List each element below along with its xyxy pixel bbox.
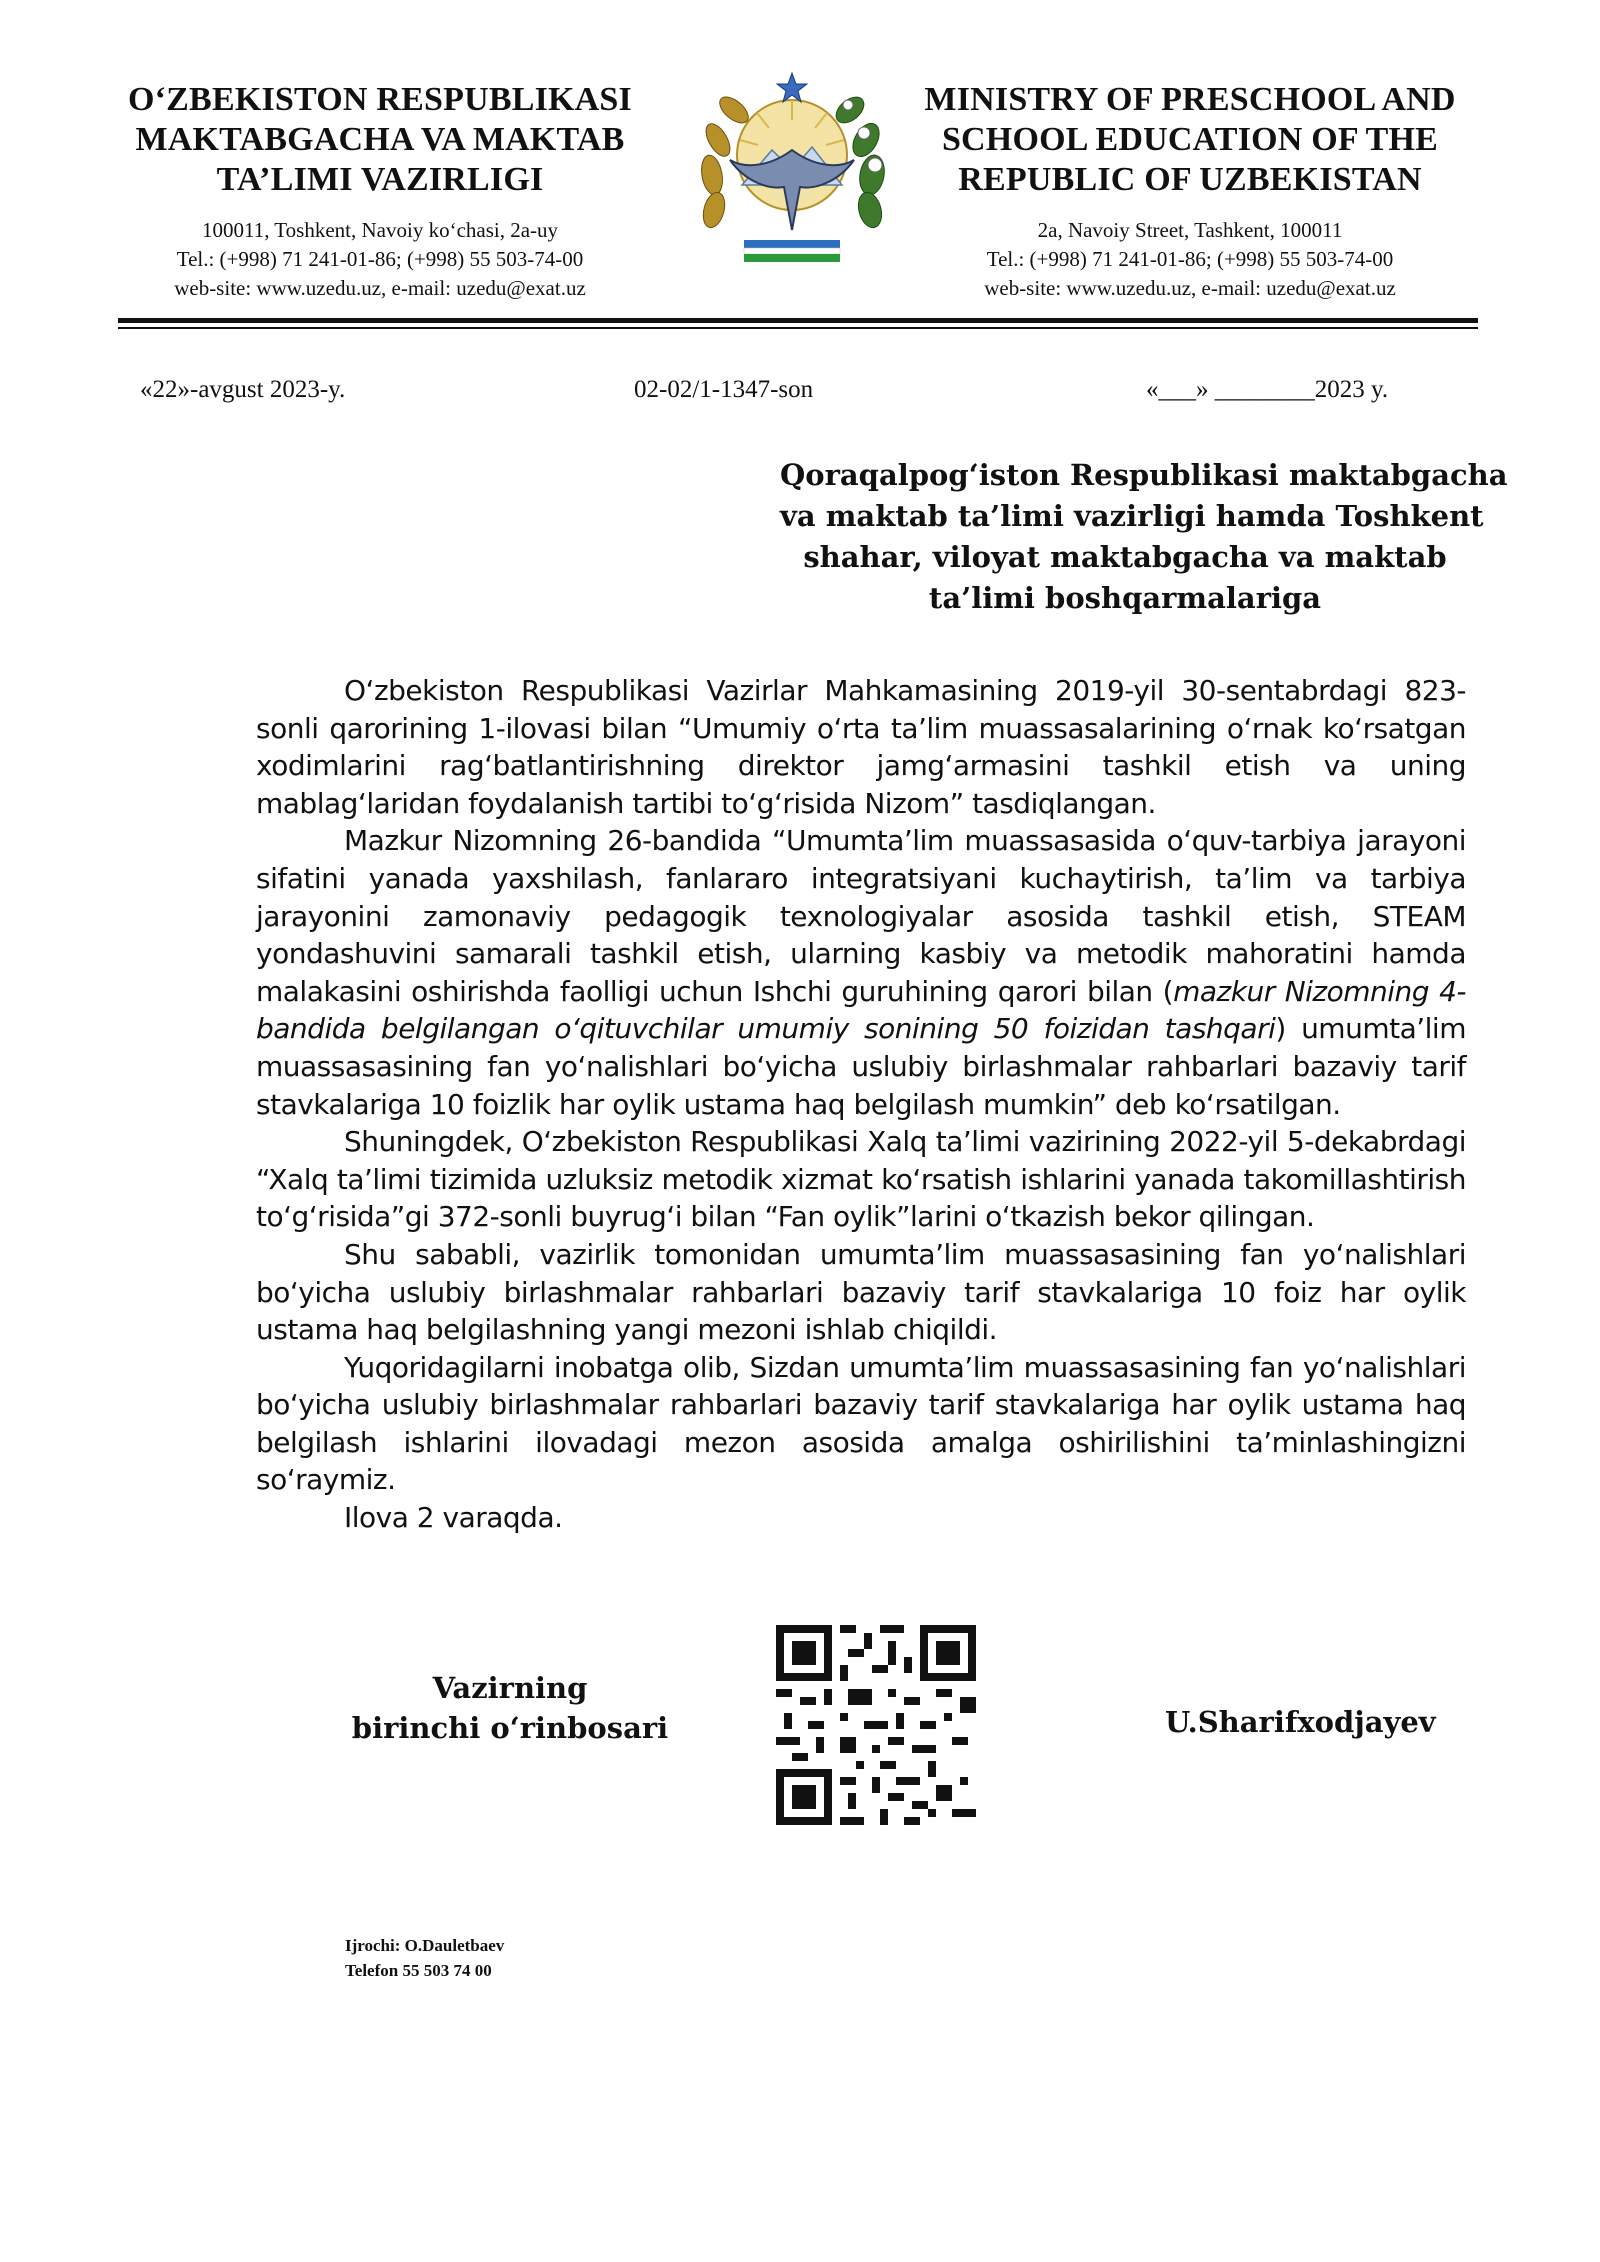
addressee-block <box>780 455 1508 619</box>
body-paragraph-2 <box>256 822 1466 1123</box>
addressee-line: va maktab ta’limi vazirligi hamda Toshkent <box>780 499 1484 533</box>
body-paragraph-5: Yuqoridagilarni inobatga olib, Sizdan umumta’lim muassasasining fan yo‘nalishlari bo‘yicha uslubiy birlashmalar rahbarlari bazaviy tarif stavkalariga har oylik ustama haq belgilash ishlarini ilovadagi mezon asosida amalga oshirilishini ta’minlashingizni so‘raymiz. <box>256 1350 1466 1497</box>
signatory-title-line-1: Vazirning <box>432 1671 588 1705</box>
addressee-line: shahar, viloyat maktabgacha va maktab <box>803 540 1447 574</box>
header-right-en <box>910 80 1470 303</box>
letter-date: «22»-avgust 2023-y. <box>140 376 346 403</box>
signatory-title <box>300 1668 720 1748</box>
letter-body <box>256 672 1466 1537</box>
letter-number: 02-02/1-1347-son <box>634 376 814 403</box>
addressee-line: ta’limi boshqarmalariga <box>928 581 1322 615</box>
executor-info <box>345 1933 504 1983</box>
org-name-uz-line-3: TA’LIMI VAZIRLIGI <box>216 161 544 198</box>
web-en: web-site: www.uzedu.uz, e-mail: uzedu@exat.uz <box>984 276 1396 300</box>
web-uz: web-site: www.uzedu.uz, e-mail: uzedu@exat.uz <box>174 276 586 300</box>
executor-phone: Telefon 55 503 74 00 <box>345 1961 492 1980</box>
org-name-en-line-3: REPUBLIC OF UZBEKISTAN <box>958 161 1422 198</box>
body-paragraph-1: O‘zbekiston Respublikasi Vazirlar Mahkamasining 2019-yil 30-sentabrdagi 823-sonli qarorining 1-ilovasi bilan “Umumiy o‘rta ta’lim muassasalarining o‘rnak ko‘rsatgan xodimlarini rag‘batlantirishning direktor jamg‘armasini tashkil etish va uning mablag‘laridan foydalanish tartibi to‘g‘risida Nizom” tasdiqlangan. <box>256 674 1466 820</box>
org-name-en-line-1: MINISTRY OF PRESCHOOL AND <box>924 81 1456 118</box>
address-uz: 100011, Toshkent, Navoiy ko‘chasi, 2a-uy <box>201 218 559 242</box>
body-paragraph-3: Shuningdek, O‘zbekiston Respublikasi Xalq ta’limi vazirining 2022-yil 5-dekabrdagi “Xalq ta’limi tizimida uzluksiz metodik xizmat ko‘rsatish ishlarini yanada takomillashtirish to‘g‘risida”gi 372-sonli buyrug‘i bilan “Fan oylik”larini o‘tkazish bekor qilingan. <box>256 1125 1466 1234</box>
body-paragraph-2-text-b: ) umumta’lim muassasasining fan yo‘nalishlari bo‘yicha uslubiy birlashmalar rahbarlari bazaviy tarif stavkalariga 10 foizlik har oylik ustama haq belgilash mumkin” deb ko‘rsatilgan. <box>256 1012 1466 1121</box>
org-name-uz-line-1: O‘ZBEKISTON RESPUBLIKASI <box>128 81 632 118</box>
org-name-en-line-2: SCHOOL EDUCATION OF THE <box>941 121 1439 158</box>
org-name-uz-line-2: MAKTABGACHA VA MAKTAB <box>135 121 625 158</box>
header-divider-thin <box>118 327 1478 329</box>
header-left-uz <box>100 80 660 303</box>
body-paragraph-6: Ilova 2 varaqda. <box>344 1501 563 1535</box>
phone-uz: Tel.: (+998) 71 241-01-86; (+998) 55 503-74-00 <box>176 247 584 271</box>
executor-name: Ijrochi: O.Dauletbaev <box>345 1936 505 1955</box>
signatory-title-line-2: birinchi o‘rinbosari <box>351 1711 669 1745</box>
address-en: 2a, Navoiy Street, Tashkent, 100011 <box>1037 218 1343 242</box>
state-emblem-icon <box>672 55 912 295</box>
header-divider-thick <box>118 318 1478 323</box>
body-paragraph-4: Shu sababli, vazirlik tomonidan umumta’lim muassasasining fan yo‘nalishlari bo‘yicha uslubiy birlashmalar rahbarlari bazaviy tarif stavkalariga 10 foiz har oylik ustama haq belgilashning yangi mezoni ishlab chiqildi. <box>256 1237 1466 1347</box>
signatory-name: U.Sharifxodjayev <box>1165 1705 1436 1739</box>
body-paragraph-2-text-a: Mazkur Nizomning 26-bandida “Umumta’lim muassasasida o‘quv-tarbiya jarayoni sifatini yanada yaxshilash, fanlararo integratsiyani kuchaytirish, ta’lim va tarbiya jarayonini zamonaviy pedagogik texnologiyalar asosida tashkil etish, STEAM yondashuvini samarali tashkil etish, ularning kasbiy va metodik mahoratini hamda malakasini oshirishda faolligi uchun Ishchi guruhining qarori bilan ( <box>256 824 1466 1008</box>
addressee-line: Qoraqalpog‘iston Respublikasi maktabgacha <box>780 458 1508 492</box>
reply-date-blank: «___» ________2023 y. <box>1146 376 1389 403</box>
body-paragraph-2-emphasis: mazkur Nizomning 4-bandida belgilangan o‘qituvchilar umumiy sonining 50 foizidan tashqari <box>256 974 1466 1046</box>
qr-code-icon <box>776 1625 976 1825</box>
phone-en: Tel.: (+998) 71 241-01-86; (+998) 55 503-74-00 <box>986 247 1394 271</box>
